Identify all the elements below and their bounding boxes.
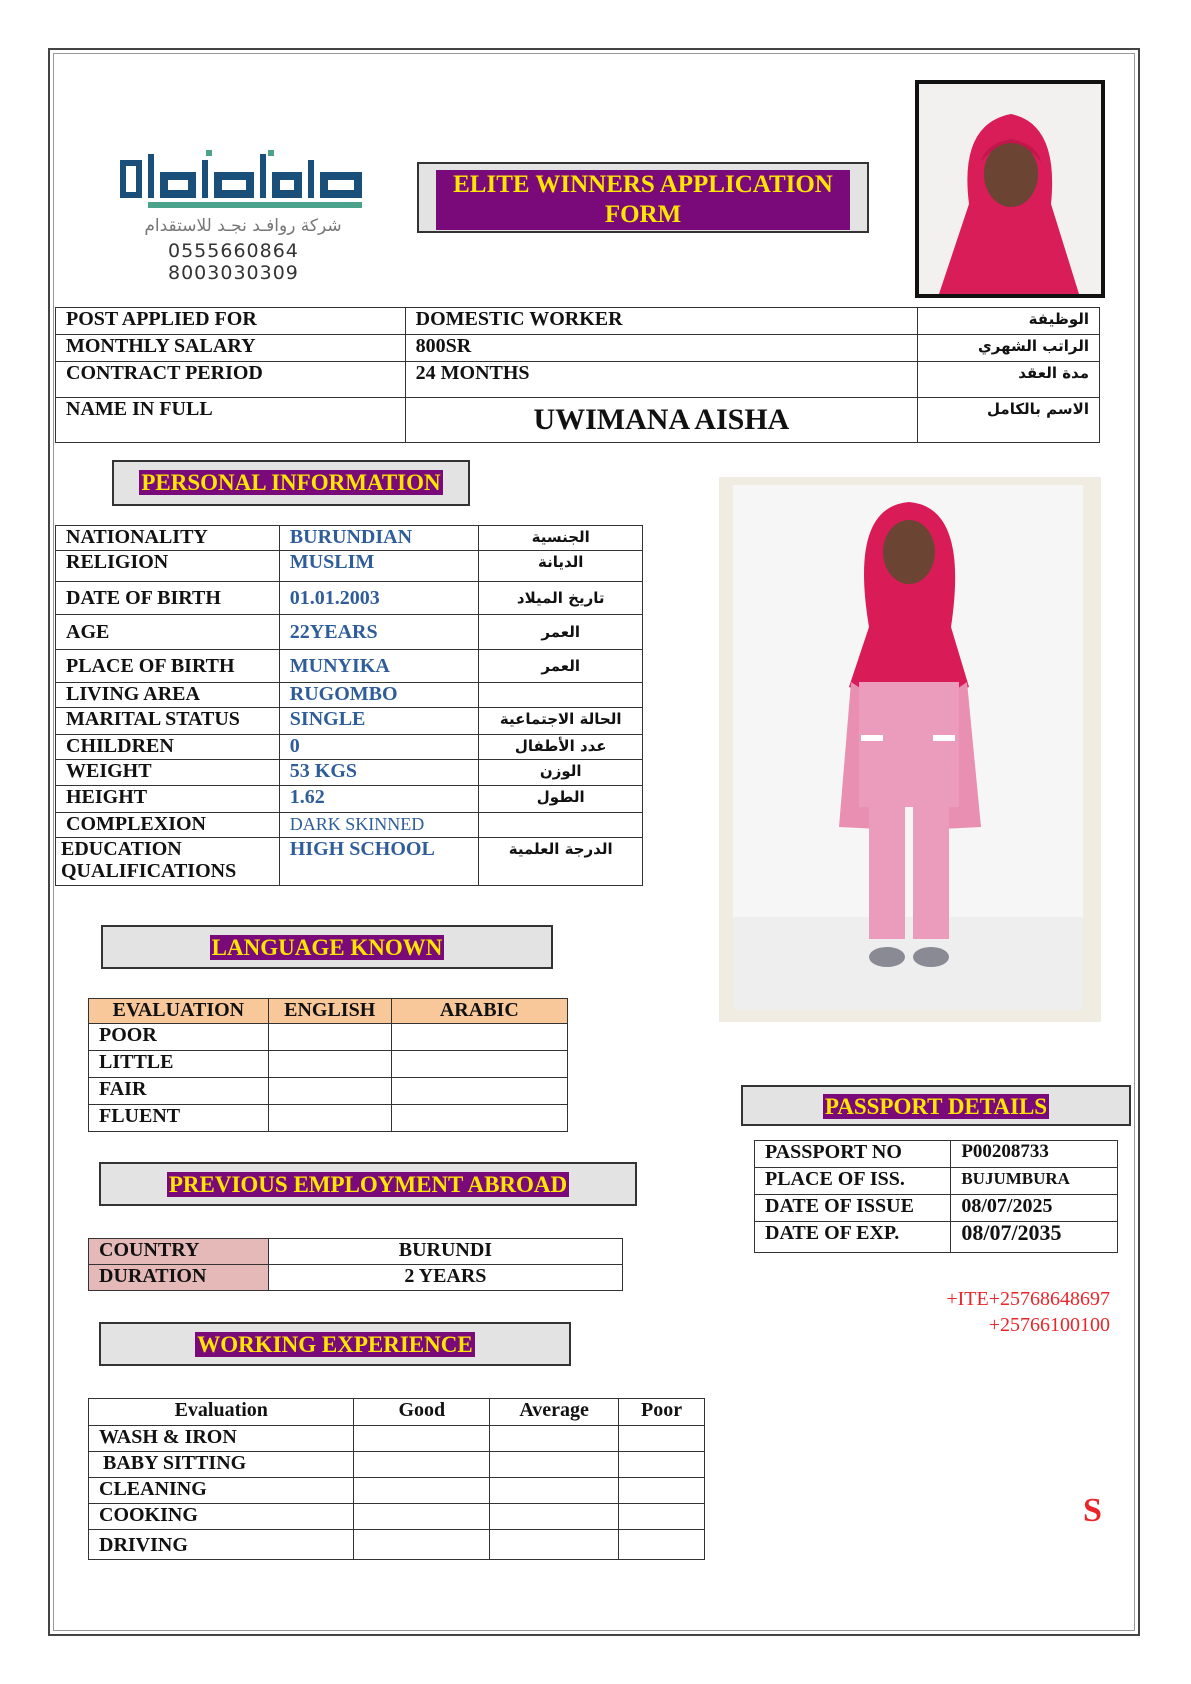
skill-label: COOKING — [89, 1504, 354, 1530]
personal-value: 22YEARS — [279, 615, 479, 650]
table-row — [56, 362, 1100, 398]
personal-label: AGE — [56, 615, 280, 650]
poor-cell — [619, 1478, 705, 1504]
table-header-row — [89, 1399, 705, 1426]
table-row — [89, 1239, 623, 1265]
job-label: MONTHLY SALARY — [56, 335, 406, 362]
table-row — [56, 398, 1100, 443]
personal-label: HEIGHT — [56, 786, 280, 813]
personal-info-heading-box — [112, 460, 470, 506]
personal-label: EDUCATION QUALIFICATIONS — [56, 838, 280, 886]
job-arabic: الراتب الشهري — [918, 335, 1100, 362]
personal-arabic: العمر — [479, 650, 643, 683]
arabic-cell — [391, 1105, 567, 1132]
good-cell — [354, 1452, 490, 1478]
personal-value: BURUNDIAN — [279, 526, 479, 551]
personal-label: NATIONALITY — [56, 526, 280, 551]
personal-label: WEIGHT — [56, 760, 280, 786]
good-cell — [354, 1504, 490, 1530]
table-row — [56, 786, 643, 813]
table-row — [56, 838, 643, 886]
average-cell — [490, 1452, 619, 1478]
skill-label: WASH & IRON — [89, 1426, 354, 1452]
column-header: ENGLISH — [268, 999, 391, 1024]
language-heading: LANGUAGE KNOWN — [211, 935, 443, 960]
table-row — [89, 1105, 568, 1132]
previous-value: BURUNDI — [268, 1239, 622, 1265]
table-row — [56, 683, 643, 708]
passport-table — [754, 1140, 1118, 1253]
personal-arabic: الجنسية — [479, 526, 643, 551]
personal-arabic: الطول — [479, 786, 643, 813]
passport-value: P00208733 — [951, 1141, 1118, 1168]
company-logo — [118, 150, 368, 290]
arabic-cell — [391, 1024, 567, 1051]
table-row — [89, 1478, 705, 1504]
job-value: 24 MONTHS — [405, 362, 917, 398]
table-row — [56, 760, 643, 786]
passport-label: DATE OF ISSUE — [755, 1195, 951, 1222]
table-row — [56, 308, 1100, 335]
contact-number-1: +ITE+25768648697 — [946, 1288, 1110, 1310]
language-table — [88, 998, 568, 1132]
working-experience-heading-box — [99, 1322, 571, 1366]
working-experience-table — [88, 1398, 705, 1560]
table-row — [56, 813, 643, 838]
column-header: ARABIC — [391, 999, 567, 1024]
skill-label: CLEANING — [89, 1478, 354, 1504]
job-value: 800SR — [405, 335, 917, 362]
job-label: POST APPLIED FOR — [56, 308, 406, 335]
language-level: FAIR — [89, 1078, 269, 1105]
english-cell — [268, 1078, 391, 1105]
job-value: DOMESTIC WORKER — [405, 308, 917, 335]
full-body-photo — [719, 477, 1101, 1022]
column-header: EVALUATION — [89, 999, 269, 1024]
personal-value: 0 — [279, 735, 479, 760]
language-level: FLUENT — [89, 1105, 269, 1132]
table-row — [89, 1078, 568, 1105]
passport-heading: PASSPORT DETAILS — [824, 1094, 1048, 1119]
working-experience-heading: WORKING EXPERIENCE — [197, 1332, 473, 1357]
personal-value: MUNYIKA — [279, 650, 479, 683]
corner-mark: S — [1083, 1492, 1102, 1529]
column-header: Evaluation — [89, 1399, 354, 1426]
passport-heading-box — [741, 1085, 1131, 1126]
personal-label: LIVING AREA — [56, 683, 280, 708]
table-row — [755, 1222, 1118, 1253]
personal-label: PLACE OF BIRTH — [56, 650, 280, 683]
job-arabic: الوظيفة — [918, 308, 1100, 335]
skill-label: BABY SITTING — [89, 1452, 354, 1478]
table-row — [89, 1426, 705, 1452]
personal-arabic: تاريخ الميلاد — [479, 582, 643, 615]
english-cell — [268, 1051, 391, 1078]
personal-label: CHILDREN — [56, 735, 280, 760]
personal-label: MARITAL STATUS — [56, 708, 280, 735]
full-name: UWIMANA AISHA — [405, 398, 917, 443]
language-level: LITTLE — [89, 1051, 269, 1078]
full-body-image — [719, 477, 1101, 1022]
column-header: Good — [354, 1399, 490, 1426]
table-row — [56, 335, 1100, 362]
table-row — [56, 708, 643, 735]
language-level: POOR — [89, 1024, 269, 1051]
job-label: CONTRACT PERIOD — [56, 362, 406, 398]
poor-cell — [619, 1504, 705, 1530]
personal-value: RUGOMBO — [279, 683, 479, 708]
column-header: Poor — [619, 1399, 705, 1426]
table-header-row — [89, 999, 568, 1024]
passport-label: PLACE OF ISS. — [755, 1168, 951, 1195]
personal-label: COMPLEXION — [56, 813, 280, 838]
previous-employment-heading-box — [99, 1162, 637, 1206]
personal-value: HIGH SCHOOL — [279, 838, 479, 886]
poor-cell — [619, 1530, 705, 1560]
average-cell — [490, 1530, 619, 1560]
arabic-cell — [391, 1078, 567, 1105]
skill-label: DRIVING — [89, 1530, 354, 1560]
job-table — [55, 307, 1100, 443]
personal-value: 53 KGS — [279, 760, 479, 786]
poor-cell — [619, 1452, 705, 1478]
table-row — [56, 526, 643, 551]
table-row — [56, 551, 643, 582]
passport-value: 08/07/2025 — [951, 1195, 1118, 1222]
personal-arabic: عدد الأطفال — [479, 735, 643, 760]
personal-value: 1.62 — [279, 786, 479, 813]
personal-value: MUSLIM — [279, 551, 479, 582]
previous-employment-heading: PREVIOUS EMPLOYMENT ABROAD — [168, 1172, 568, 1197]
table-row — [89, 1452, 705, 1478]
passport-label: DATE OF EXP. — [755, 1222, 951, 1253]
previous-value: 2 YEARS — [268, 1265, 622, 1291]
job-arabic: الاسم بالكامل — [918, 398, 1100, 443]
english-cell — [268, 1024, 391, 1051]
personal-arabic: الحالة الاجتماعية — [479, 708, 643, 735]
arabic-cell — [391, 1051, 567, 1078]
previous-label: DURATION — [89, 1265, 269, 1291]
table-row — [56, 582, 643, 615]
table-row — [89, 1024, 568, 1051]
good-cell — [354, 1426, 490, 1452]
personal-arabic — [479, 813, 643, 838]
average-cell — [490, 1426, 619, 1452]
personal-label: DATE OF BIRTH — [56, 582, 280, 615]
personal-arabic — [479, 683, 643, 708]
previous-label: COUNTRY — [89, 1239, 269, 1265]
table-row — [89, 1504, 705, 1530]
table-row — [755, 1195, 1118, 1222]
table-row — [56, 615, 643, 650]
table-row — [89, 1051, 568, 1078]
form-title-box — [417, 162, 869, 233]
passport-label: PASSPORT NO — [755, 1141, 951, 1168]
table-row — [755, 1141, 1118, 1168]
table-row — [56, 650, 643, 683]
personal-info-heading: PERSONAL INFORMATION — [141, 470, 441, 495]
passport-value: 08/07/2035 — [951, 1222, 1118, 1253]
average-cell — [490, 1504, 619, 1530]
good-cell — [354, 1530, 490, 1560]
job-label: NAME IN FULL — [56, 398, 406, 443]
good-cell — [354, 1478, 490, 1504]
headshot-photo — [915, 80, 1105, 298]
contact-number-2: +25766100100 — [988, 1314, 1110, 1336]
personal-arabic: الوزن — [479, 760, 643, 786]
english-cell — [268, 1105, 391, 1132]
form-title: ELITE WINNERS APPLICATION FORM — [436, 170, 850, 230]
poor-cell — [619, 1426, 705, 1452]
personal-table — [55, 525, 643, 886]
job-arabic: مدة العقد — [918, 362, 1100, 398]
previous-employment-table — [88, 1238, 623, 1291]
passport-value: BUJUMBURA — [951, 1168, 1118, 1195]
column-header: Average — [490, 1399, 619, 1426]
personal-label: RELIGION — [56, 551, 280, 582]
table-row — [56, 735, 643, 760]
average-cell — [490, 1478, 619, 1504]
logo-mark — [118, 150, 368, 212]
logo-company-arabic: شركة روافـد نجـد للاستقدام — [144, 216, 342, 236]
table-row — [89, 1530, 705, 1560]
table-row — [89, 1265, 623, 1291]
headshot-image — [919, 84, 1101, 294]
personal-arabic: الدرجة العلمية — [479, 838, 643, 886]
personal-value: 01.01.2003 — [279, 582, 479, 615]
table-row — [755, 1168, 1118, 1195]
personal-value: DARK SKINNED — [279, 813, 479, 838]
logo-phone-1: 0555660864 — [168, 240, 299, 262]
personal-arabic: الديانة — [479, 551, 643, 582]
language-heading-box — [101, 925, 553, 969]
personal-value: SINGLE — [279, 708, 479, 735]
logo-phone-2: 8003030309 — [168, 262, 299, 284]
personal-arabic: العمر — [479, 615, 643, 650]
